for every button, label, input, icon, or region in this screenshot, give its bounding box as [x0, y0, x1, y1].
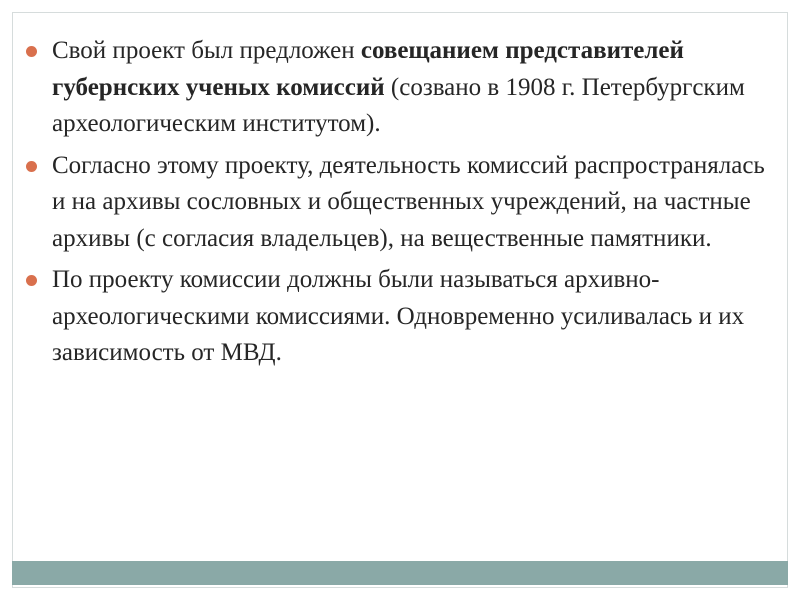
bullet-item-1 — [22, 33, 782, 143]
bullet-item-3 — [22, 262, 782, 372]
bullet-text: (созвано в 1908 г. Петербургским археологическим институтом). — [52, 73, 745, 137]
bullet-dot-icon — [26, 46, 37, 57]
bullet-list — [22, 33, 782, 377]
bullet-dot-icon — [26, 161, 37, 172]
bullet-text: По проекту комиссии должны были называться архивно-археологическими комиссиями. Одновременно усиливалась и их зависимость от МВД. — [52, 266, 745, 366]
bullet-item-2 — [22, 148, 782, 258]
bullet-text: Согласно этому проекту, деятельность комиссий распространялась и на архивы сословных и общественных учреждений, на частные архивы (с согласия владельцев), на вещественные памятники. — [52, 151, 765, 252]
bullet-bold-text: совещанием представителей губернских ученых комиссий — [52, 37, 684, 101]
bullet-text: Свой проект был предложен — [52, 37, 361, 64]
bottom-band — [12, 561, 788, 585]
bullet-dot-icon — [26, 275, 37, 286]
